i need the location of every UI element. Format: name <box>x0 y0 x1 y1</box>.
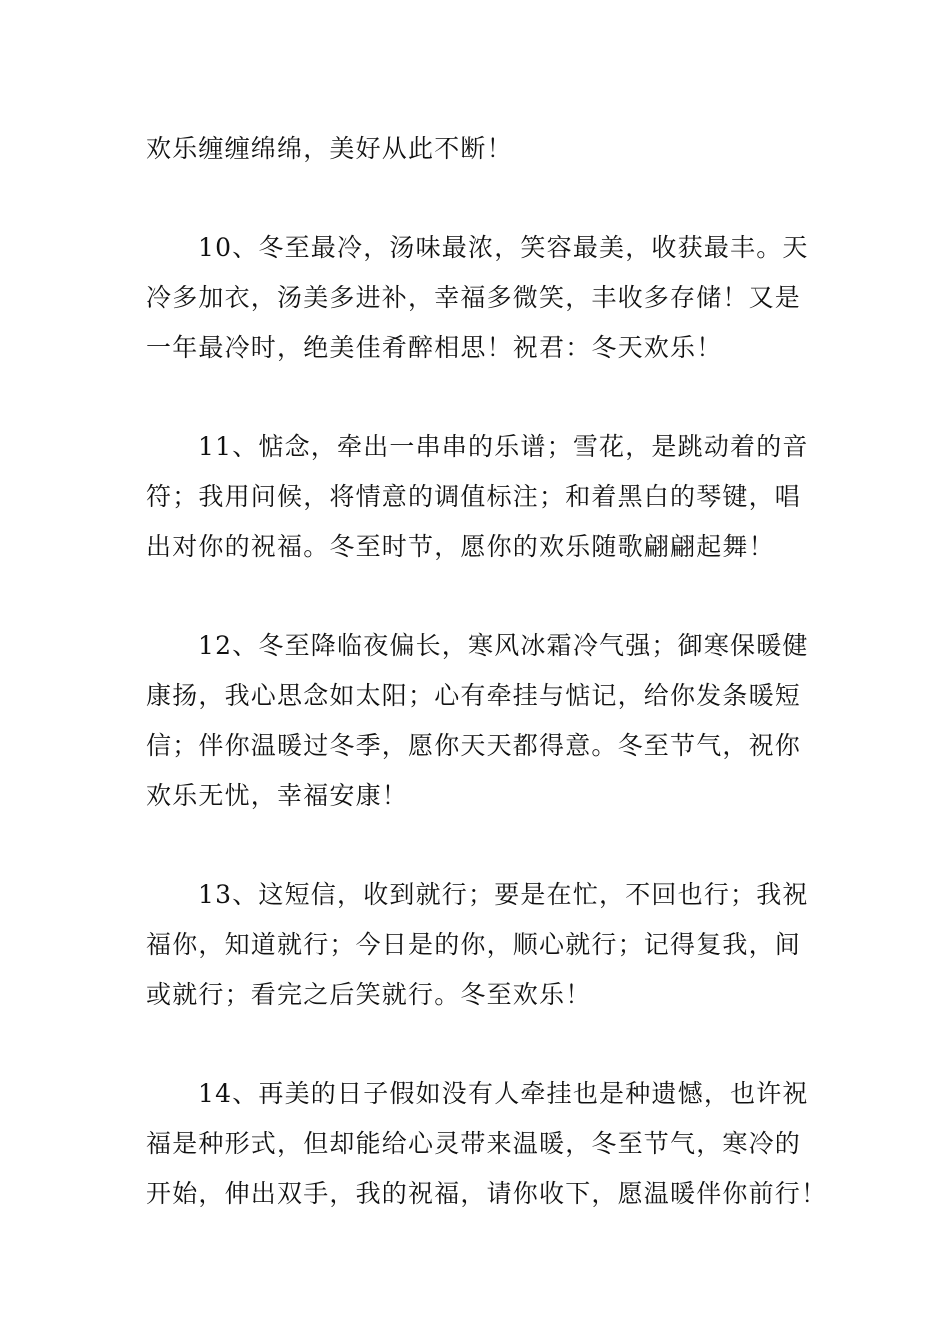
paragraph-line: 13、这短信，收到就行；要是在忙，不回也行；我祝 <box>198 880 809 909</box>
paragraph-line: 欢乐无忧，幸福安康！ <box>146 781 409 810</box>
paragraph-line: 或就行；看完之后笑就行。冬至欢乐！ <box>146 980 592 1009</box>
paragraph-line: 福你，知道就行；今日是的你，顺心就行；记得复我，间 <box>146 930 802 959</box>
paragraph-line: 康扬，我心思念如太阳；心有牵挂与惦记，给你发条暖短 <box>146 681 802 710</box>
paragraph-line: 一年最冷时，绝美佳肴醉相思！祝君：冬天欢乐！ <box>146 333 723 362</box>
paragraph-line: 信；伴你温暖过冬季，愿你天天都得意。冬至节气，祝你 <box>146 731 802 760</box>
paragraph-line: 欢乐缠缠绵绵，美好从此不断！ <box>146 134 513 163</box>
paragraph-line: 10、冬至最冷，汤味最浓，笑容最美，收获最丰。天 <box>198 233 809 262</box>
paragraph-line: 出对你的祝福。冬至时节，愿你的欢乐随歌翩翩起舞！ <box>146 532 775 561</box>
paragraph-line: 福是种形式，但却能给心灵带来温暖，冬至节气，寒冷的 <box>146 1129 802 1158</box>
paragraph-line: 冷多加衣，汤美多进补，幸福多微笑，丰收多存储！又是 <box>146 283 802 312</box>
paragraph-line: 12、冬至降临夜偏长，寒风冰霜冷气强；御寒保暖健 <box>198 631 809 660</box>
paragraph-line: 11、惦念，牵出一串串的乐谱；雪花，是跳动着的音 <box>198 432 809 461</box>
paragraph-line: 符；我用问候，将情意的调值标注；和着黑白的琴键，唱 <box>146 482 802 511</box>
paragraph-line: 14、再美的日子假如没有人牵挂也是种遗憾，也许祝 <box>198 1079 809 1108</box>
paragraph-line: 开始，伸出双手，我的祝福，请你收下，愿温暖伴你前行！ <box>146 1179 828 1208</box>
